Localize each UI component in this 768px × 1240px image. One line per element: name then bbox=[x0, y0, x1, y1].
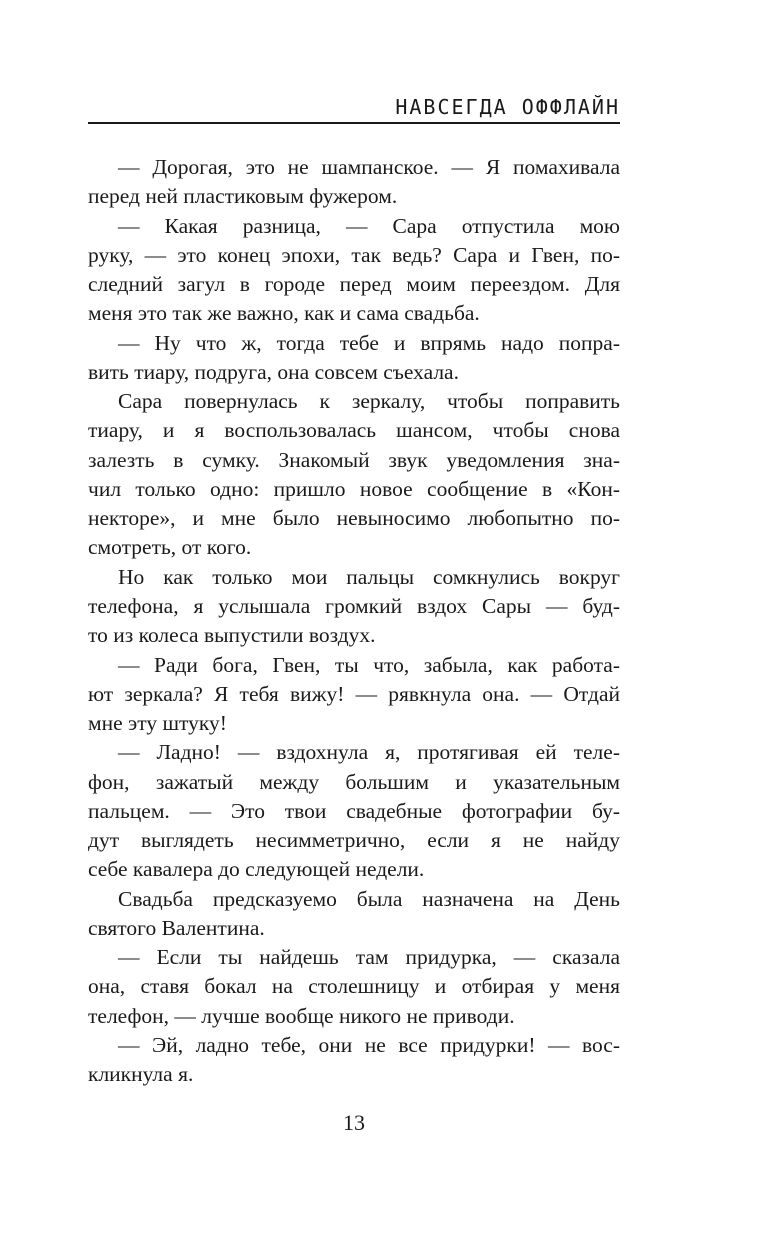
text-line: некторе», и мне было невыносимо любопытно по- bbox=[88, 506, 620, 531]
text-line: мне эту штуку! bbox=[88, 711, 227, 736]
text-line: — Ладно! — вздохнула я, протягивая ей теле- bbox=[118, 740, 620, 765]
text-line: Но как только мои пальцы сомкнулись вокруг bbox=[118, 564, 620, 589]
text-line: вить тиару, подруга, она совсем съехала. bbox=[88, 359, 459, 384]
page-number: 13 bbox=[343, 1110, 365, 1135]
text-line: телефон, — лучше вообще никого не приводи. bbox=[88, 1003, 515, 1028]
paragraph bbox=[88, 329, 620, 388]
text-line: следний загул в городе перед моим переездом. Для bbox=[88, 272, 620, 297]
text-line: она, ставя бокал на столешницу и отбирая у меня bbox=[88, 974, 620, 999]
text-line: то из колеса выпустили воздух. bbox=[88, 623, 376, 648]
paragraph bbox=[88, 738, 620, 884]
text-line: меня это так же важно, как и сама свадьба. bbox=[88, 301, 480, 326]
paragraph bbox=[88, 153, 620, 212]
paragraph bbox=[88, 212, 620, 329]
text-line: смотреть, от кого. bbox=[88, 535, 252, 560]
text-line: руку, — это конец эпохи, так ведь? Сара и Гвен, по- bbox=[88, 242, 620, 267]
paragraph bbox=[88, 651, 620, 739]
text-line: дут выглядеть несимметрично, если я не найду bbox=[88, 828, 620, 853]
paragraph bbox=[88, 885, 620, 944]
text-line: пальцем. — Это твои свадебные фотографии бу- bbox=[88, 798, 620, 823]
text-line: себе кавалера до следующей недели. bbox=[88, 857, 425, 882]
text-line: — Ради бога, Гвен, ты что, забыла, как работа- bbox=[118, 652, 620, 677]
paragraph bbox=[88, 1031, 620, 1090]
text-line: Сара повернулась к зеркалу, чтобы поправить bbox=[118, 389, 620, 414]
text-line: — Дорогая, это не шампанское. — Я помахивала bbox=[118, 155, 620, 179]
body-text bbox=[88, 153, 620, 1090]
text-line: чил только одно: пришло новое сообщение в «Кон- bbox=[88, 476, 620, 501]
text-line: — Если ты найдешь там придурка, — сказала bbox=[118, 945, 620, 970]
text-line: — Эй, ладно тебе, они не все придурки! — вос- bbox=[118, 1032, 620, 1057]
text-line: перед ней пластиковым фужером. bbox=[88, 184, 398, 209]
text-line: тиару, и я воспользовалась шансом, чтобы снова bbox=[88, 418, 620, 443]
text-line: — Какая разница, — Сара отпустила мою bbox=[118, 213, 620, 238]
text-line: залезть в сумку. Знакомый звук уведомления зна- bbox=[88, 447, 620, 472]
text-line: ют зеркала? Я тебя вижу! — рявкнула она. — Отдай bbox=[88, 681, 620, 706]
running-head-title: НАВСЕГДА ОФФЛАЙН bbox=[88, 92, 620, 124]
paragraph bbox=[88, 943, 620, 1031]
paragraph bbox=[88, 387, 620, 563]
text-line: Свадьба предсказуемо была назначена на День bbox=[118, 886, 620, 911]
paragraph bbox=[88, 563, 620, 651]
text-line: телефона, я услышала громкий вздох Сары — буд- bbox=[88, 593, 620, 618]
text-line: фон, зажатый между большим и указательным bbox=[88, 769, 620, 794]
text-line: — Ну что ж, тогда тебе и впрямь надо попра- bbox=[118, 330, 620, 355]
text-line: святого Валентина. bbox=[88, 915, 265, 940]
text-line: кликнула я. bbox=[88, 1062, 194, 1087]
